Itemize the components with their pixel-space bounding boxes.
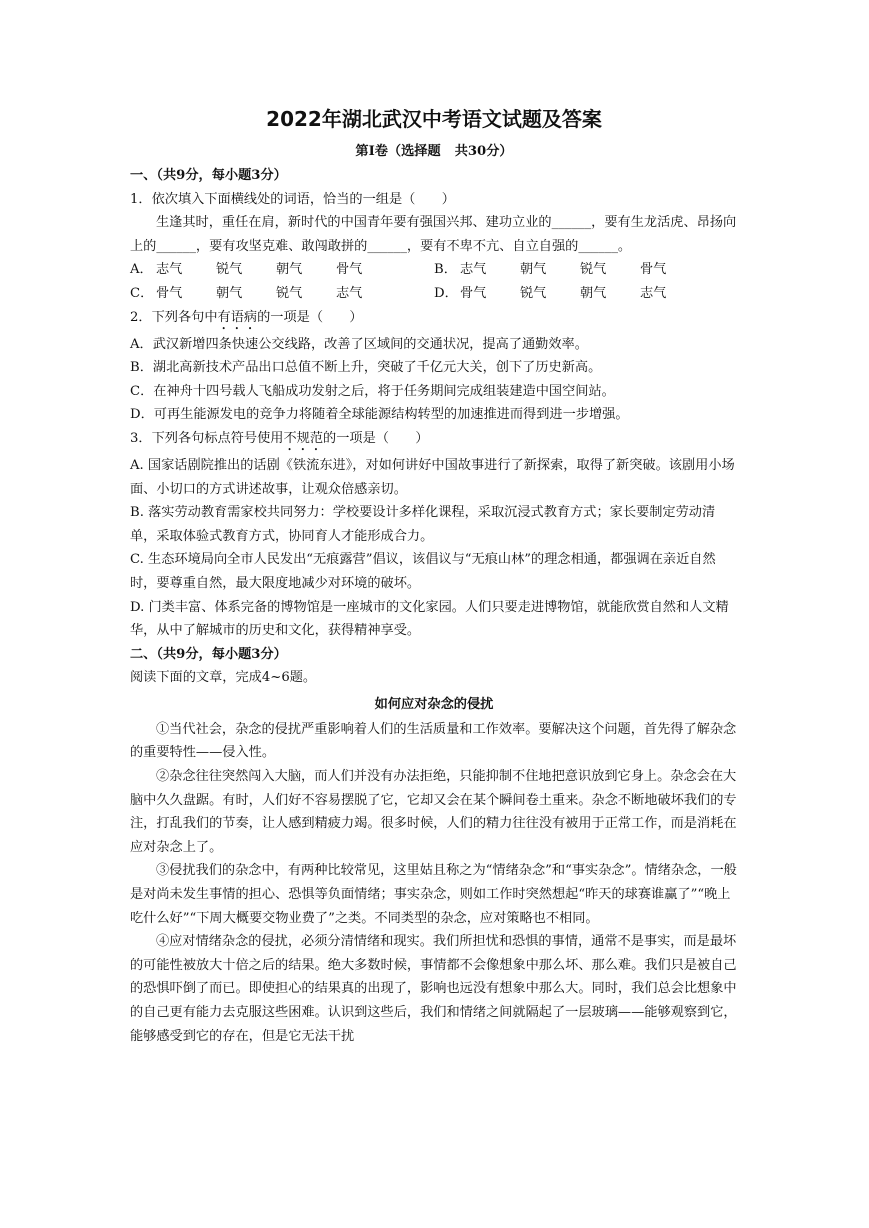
section-one-heading: 一、（共9分，每小题3分）	[130, 168, 287, 183]
document-title: 2022年湖北武汉中考语文试题及答案	[266, 107, 602, 131]
exam-page	[130, 104, 738, 1048]
question-1-options-row-1	[130, 258, 738, 282]
question-2-option-a: A．武汉新增四条快速公交线路，改善了区域间的交通状况，提高了通勤效率。	[130, 336, 588, 352]
question-3-option-c: C. 生态环境局向全市人民发出“无痕露营”倡议，该倡议与“无痕山林”的理念相通，都强调在亲近自然时，要尊重自然，最大限度地减少对环境的破坏。	[130, 552, 716, 591]
question-2-option-d: D．可再生能源发电的竞争力将随着全球能源结构转型的加速推进而得到进一步增强。	[130, 407, 629, 423]
question-1-option-b: B． 志气 朝气 锐气 骨气	[434, 262, 667, 278]
reading-instructions: 阅读下面的文章，完成4~6题。	[130, 670, 317, 686]
question-2-stem: 2．下列各句中有语病的一项是（ ）	[130, 309, 363, 325]
part-subtitle	[130, 140, 738, 164]
question-3-stem: 3．下列各句标点符号使用不规范的一项是（ ）	[130, 430, 429, 446]
article-paragraph-3: ③侵扰我们的杂念中，有两种比较常见，这里姑且称之为“情绪杂念”和“事实杂念”。情绪杂念，一般是对尚未发生事情的担心、恐惧等负面情绪；事实杂念，则如工作时突然想起“昨天的球赛谁赢了”“晚上吃什么好”“下周大概要交物业费了”之类。不同类型的杂念，应对策略也不相同。	[130, 863, 737, 926]
question-3-option-a: A. 国家话剧院推出的话剧《铁流东进》，对如何讲好中国故事进行了新探索，取得了新突破。该剧用小场面、小切口的方式讲述故事，让观众倍感亲切。	[130, 457, 735, 497]
article-paragraph-4: ④应对情绪杂念的侵扰，必须分清情绪和现实。我们所担忧和恐惧的事情，通常不是事实，而是最坏的可能性被放大十倍之后的结果。绝大多数时候，事情都不会像想象中那么坏、那么难。我们只是被自己的恐惧吓倒了而已。即使担心的结果真的出现了，影响也远没有想象中那么大。同时，我们总会比想象中的自己更有能力去克服这些困难。认识到这些后，我们和情绪之间就隔起了一层玻璃——能够观察到它，能够感受到它的存在，但是它无法干扰	[130, 934, 737, 1044]
question-3-option-b: B. 落实劳动教育需家校共同努力：学校要设计多样化课程，采取沉浸式教育方式；家长要制定劳动清单，采取体验式教育方式，协同育人才能形成合力。	[130, 505, 716, 544]
question-2-option-b: B．湖北高新技术产品出口总值不断上升，突破了千亿元大关，创下了历史新高。	[130, 360, 602, 376]
emphasized-phrase: 有语病	[217, 309, 258, 325]
section-two-heading: 二、（共9分，每小题3分）	[130, 646, 287, 662]
part-score: 共30分）	[454, 144, 513, 159]
article-paragraph-2: ②杂念往往突然闯入大脑，而人们并没有办法拒绝，只能抑制不住地把意识放到它身上。杂念会在大脑中久久盘踞。有时，人们好不容易摆脱了它，它却又会在某个瞬间卷土重来。杂念不断地破坏我们的专注，打乱我们的节奏，让人感到精疲力竭。很多时候，人们的精力往往没有被用于正常工作，而是消耗在应对杂念上了。	[130, 769, 737, 855]
question-1-option-d: D． 骨气 锐气 朝气 志气	[434, 285, 667, 301]
question-1-options-row-2	[130, 282, 738, 306]
question-1-option-c: C． 骨气 朝气 锐气 志气	[130, 285, 363, 301]
article-title: 如何应对杂念的侵扰	[374, 696, 494, 712]
question-1-passage: 生逢其时，重任在肩，新时代的中国青年要有强国兴邦、建功立业的______，要有生龙活虎、昂扬向上的______，要有攻坚克难、敢闯敢拼的______，要有不卑不亢、自立自强的______。	[130, 215, 737, 254]
part-label: 第Ⅰ卷（选择题	[355, 144, 441, 159]
question-3-option-d: D. 门类丰富、体系完备的博物馆是一座城市的文化家园。人们只要走进博物馆，就能欣赏自然和人文精华，从中了解城市的历史和文化，获得精神享受。	[130, 599, 729, 639]
question-1-option-a: A． 志气 锐气 朝气 骨气	[130, 262, 363, 278]
question-1-stem: 1．依次填入下面横线处的词语，恰当的一组是（ ）	[130, 191, 455, 207]
emphasized-phrase: 不规范	[283, 430, 324, 446]
article-paragraph-1: ①当代社会，杂念的侵扰严重影响着人们的生活质量和工作效率。要解决这个问题，首先得了解杂念的重要特性——侵入性。	[130, 721, 737, 761]
question-2-option-c: C．在神舟十四号载人飞船成功发射之后，将于任务期间完成组装建造中国空间站。	[130, 383, 615, 399]
